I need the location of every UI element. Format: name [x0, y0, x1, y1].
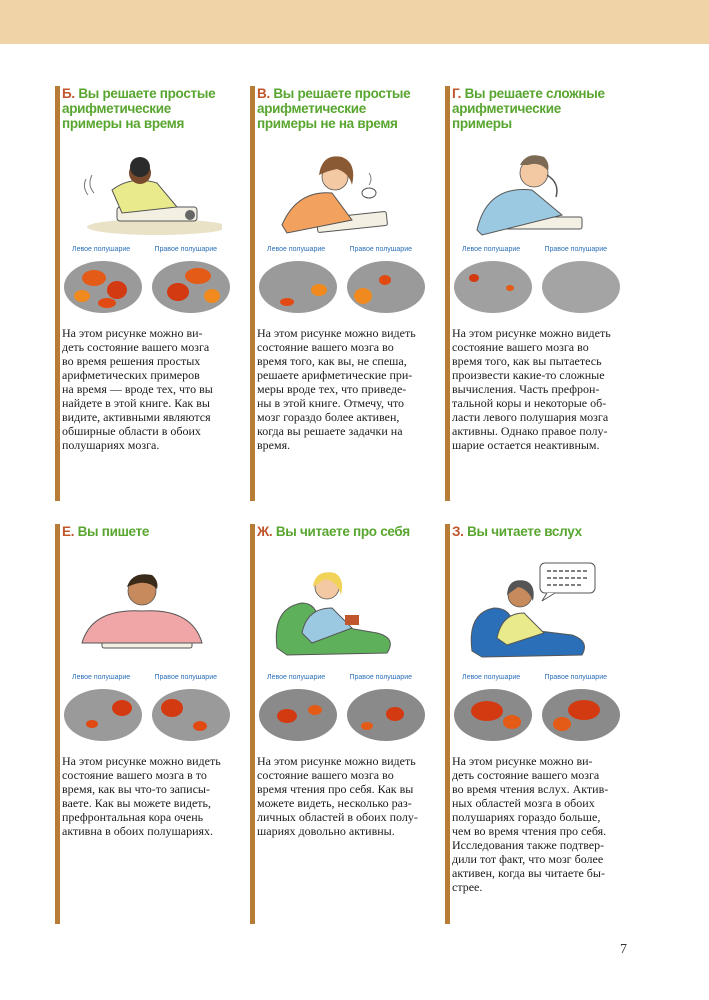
card-bar	[250, 524, 255, 924]
right-hemisphere-label: Правое полушарие	[349, 246, 412, 253]
right-hemisphere-label: Правое полушарие	[154, 246, 217, 253]
illustration-man-writing	[62, 543, 222, 668]
brain-right-image	[540, 686, 622, 744]
brain-left-image	[452, 686, 534, 744]
left-hemisphere-label: Левое полушарие	[72, 674, 131, 681]
brain-left-image	[62, 686, 144, 744]
card-title: В. Вы решаете простые арифметические примеры не на время	[257, 86, 411, 131]
card-text: На этом рисунке можно видеть состояние вашего мозга во время чтения про себя. Как вы можете видеть, несколько раз- личных областей в обоих полу- шариях довольно активны.	[257, 754, 418, 838]
card-title: З. Вы читаете вслух	[452, 524, 582, 539]
brain-right-image	[345, 686, 427, 744]
right-hemisphere-label: Правое полушарие	[544, 674, 607, 681]
left-hemisphere-label: Левое полушарие	[72, 246, 131, 253]
card-text: На этом рисунке можно ви- деть состояние вашего мозга во время решения простых арифметических примеров на время — вроде тех, что вы найдете в этой книге. Как вы видите, активными являются обширные области в обоих полушариях мозга.	[62, 326, 213, 452]
brain-left-image	[452, 258, 534, 316]
card-title: Ж. Вы читаете про себя	[257, 524, 410, 539]
card-text: На этом рисунке можно ви- деть состояние вашего мозга во время чтения вслух. Актив- ных областей мозга в обоих полушариях гораздо больше, чем во время чтения про себя. Исследования также подтвер- дили тот факт, что мозг более активен, когда вы читаете бы- стрее.	[452, 754, 609, 894]
left-hemisphere-label: Левое полушарие	[267, 246, 326, 253]
brain-right-image	[150, 686, 232, 744]
card-bar	[445, 524, 450, 924]
illustration-man-hard	[452, 135, 612, 240]
illustration-woman-reading-aloud	[452, 543, 612, 668]
card-bar	[250, 86, 255, 501]
left-hemisphere-label: Левое полушарие	[462, 674, 521, 681]
card-bar	[55, 86, 60, 501]
card-title: Г. Вы решаете сложные арифметические примеры	[452, 86, 605, 131]
brain-right-image	[150, 258, 232, 316]
card-title: Е. Вы пишете	[62, 524, 150, 539]
brain-right-image	[345, 258, 427, 316]
left-hemisphere-label: Левое полушарие	[267, 674, 326, 681]
top-band	[0, 0, 709, 44]
card-bar	[445, 86, 450, 501]
card-text: На этом рисунке можно видеть состояние вашего мозга во время того, как вы, не спеша, решаете арифметические при- меры вроде тех, что приведе- ны в этой книге. Отмечу, что мозг гораздо более активен, когда вы решаете задачки на время.	[257, 326, 416, 452]
right-hemisphere-label: Правое полушарие	[154, 674, 217, 681]
brain-left-image	[257, 686, 339, 744]
brain-right-image	[540, 258, 622, 316]
left-hemisphere-label: Левое полушарие	[462, 246, 521, 253]
illustration-man-timed	[62, 135, 222, 240]
card-title: Б. Вы решаете простые арифметические примеры на время	[62, 86, 216, 131]
illustration-woman-reading-silently	[257, 543, 417, 668]
page-number: 7	[620, 942, 627, 957]
right-hemisphere-label: Правое полушарие	[544, 246, 607, 253]
right-hemisphere-label: Правое полушарие	[349, 674, 412, 681]
card-bar	[55, 524, 60, 924]
illustration-woman-untimed	[257, 135, 417, 240]
brain-left-image	[62, 258, 144, 316]
card-text: На этом рисунке можно видеть состояние вашего мозга во время того, как вы пытаетесь произвести какие-то сложные вычисления. Часть префрон- тальной коры и некоторые об- ласти левого полушария мозга активны. Однако правое полу- шарие остается неактивным.	[452, 326, 611, 452]
brain-left-image	[257, 258, 339, 316]
card-text: На этом рисунке можно видеть состояние вашего мозга в то время, как вы что-то записы- ваете. Как вы можете видеть, префронтальная кора очень активна в обоих полушариях.	[62, 754, 221, 838]
